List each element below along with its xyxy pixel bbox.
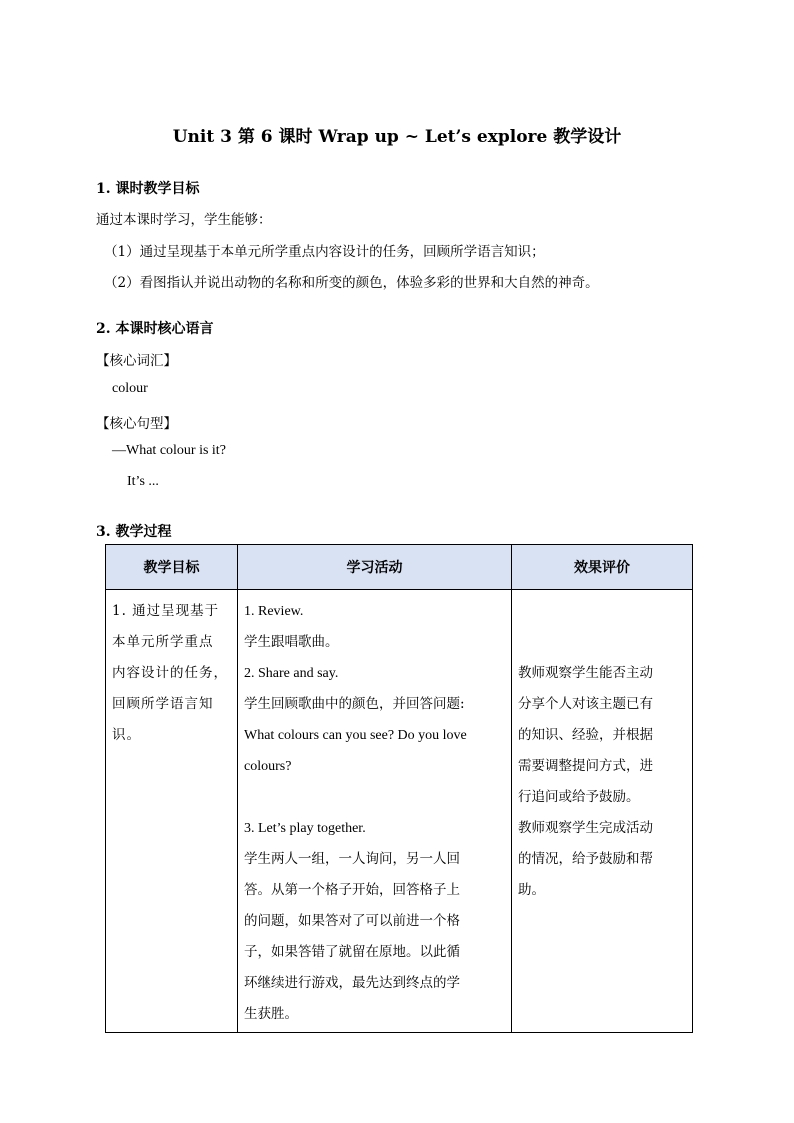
pattern-answer: It’s ... [127, 474, 159, 489]
evaluation-line: 教师观察学生能否主动 [518, 665, 653, 681]
activity-line: 子，如果答错了就留在原地。以此循 [244, 944, 460, 960]
activity-line: 1. Review. [244, 604, 304, 619]
activity-line: 的问题，如果答对了可以前进一个格 [244, 913, 460, 929]
activity-line: 3. Let’s play together. [244, 821, 366, 836]
activity-line: colours? [244, 759, 292, 774]
goal-line: 识。 [112, 727, 141, 743]
activity-spacer [244, 782, 505, 813]
vocab-word: colour [112, 381, 148, 396]
header-goal: 教学目标 [106, 545, 238, 590]
document-title: Unit 3 第 6 课时 Wrap up ~ Let’s explore 教学设计 [172, 127, 622, 147]
activity-line: 答。从第一个格子开始，回答格子上 [244, 882, 460, 898]
header-evaluation: 效果评价 [512, 545, 693, 590]
evaluation-line: 的情况，给予鼓励和帮 [518, 851, 653, 867]
activity-line: 学生回顾歌曲中的颜色，并回答问题: [244, 696, 465, 712]
section-1-heading: 1. 课时教学目标 [96, 181, 200, 197]
evaluation-line: 行追问或给予鼓励。 [518, 789, 640, 805]
header-activity: 学习活动 [238, 545, 512, 590]
activity-line: 学生跟唱歌曲。 [244, 634, 339, 650]
activity-cell [238, 590, 512, 1033]
evaluation-line: 教师观察学生完成活动 [518, 820, 653, 836]
pattern-question: —What colour is it? [112, 443, 226, 458]
section-3-heading: 3. 教学过程 [96, 524, 172, 540]
pattern-label: 【核心句型】 [96, 416, 177, 432]
evaluation-line: 的知识、经验，并根据 [518, 727, 653, 743]
goal-line: 1. 通过呈现基于 [112, 603, 220, 619]
section-1-intro: 通过本课时学习，学生能够： [96, 212, 272, 228]
evaluation-line: 分享个人对该主题已有 [518, 696, 653, 712]
goal-line: 内容设计的任务， [112, 665, 228, 681]
goal-line: 本单元所学重点 [112, 634, 214, 650]
goal-line: 回顾所学语言知 [112, 696, 214, 712]
evaluation-line: 需要调整提问方式，进 [518, 758, 653, 774]
vocab-label: 【核心词汇】 [96, 353, 177, 369]
activity-line: 生获胜。 [244, 1006, 298, 1022]
table-header-row [106, 545, 693, 590]
activity-line: 学生两人一组，一人询问，另一人回 [244, 851, 460, 867]
evaluation-line: 助。 [518, 882, 545, 898]
objective-item-1: （1）通过呈现基于本单元所学重点内容设计的任务，回顾所学语言知识； [104, 244, 545, 260]
activity-line: 环继续进行游戏，最先达到终点的学 [244, 975, 460, 991]
activity-line: 2. Share and say. [244, 666, 339, 681]
objective-item-2: （2）看图指认并说出动物的名称和所变的颜色，体验多彩的世界和大自然的神奇。 [104, 275, 599, 291]
table-row [106, 590, 693, 1033]
activity-line: What colours can you see? Do you love [244, 728, 467, 743]
goal-cell [106, 590, 238, 1033]
section-2-heading: 2. 本课时核心语言 [96, 321, 214, 337]
teaching-process-table [105, 544, 693, 1033]
evaluation-cell [512, 590, 693, 1033]
